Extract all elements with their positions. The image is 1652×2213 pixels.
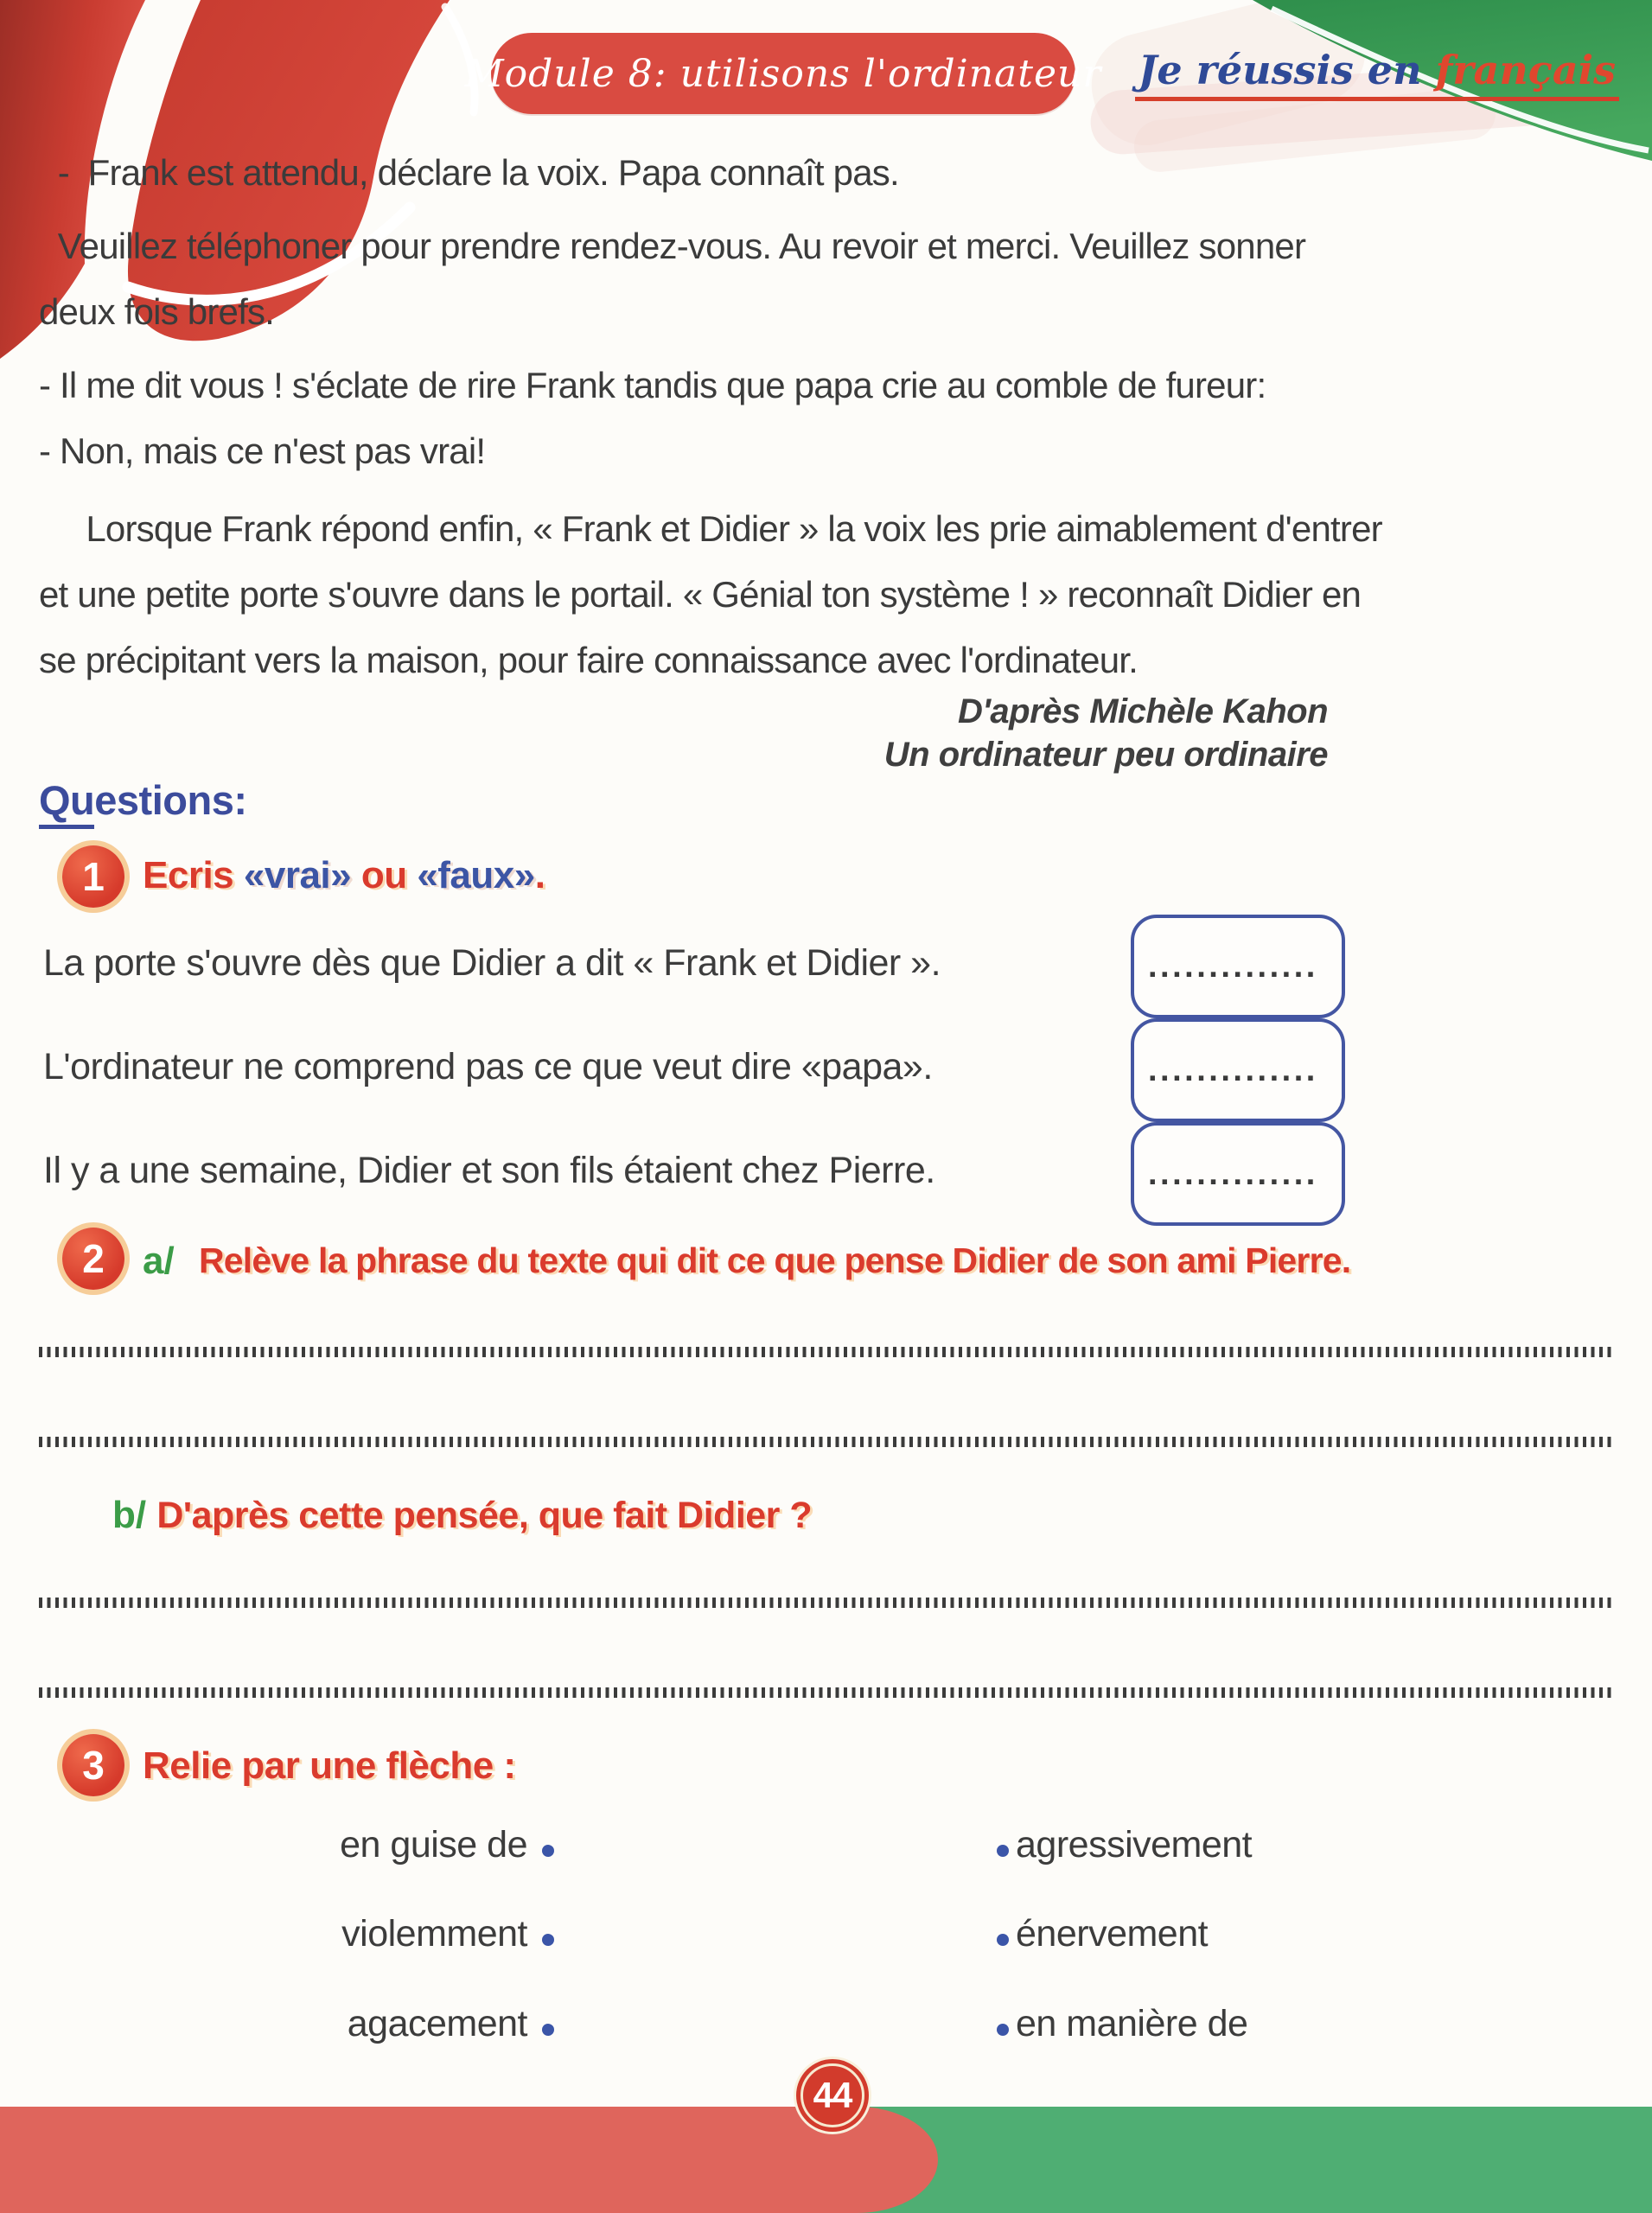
bullet-icon[interactable] <box>997 2024 1009 2036</box>
questions-heading-underlined: Qu <box>39 777 94 829</box>
passage-line: - Frank est attendu, déclare la voix. Papa connaît pas. <box>39 152 899 193</box>
answer-line[interactable] <box>39 1598 1613 1608</box>
answer-line[interactable] <box>39 1347 1613 1357</box>
module-title: Module 8: utilisons l'ordinateur <box>464 51 1102 96</box>
bullet-icon[interactable] <box>542 1845 554 1857</box>
questions-heading <box>39 776 246 824</box>
question-2b-label: b/ <box>112 1494 157 1536</box>
passage-line: - Non, mais ce n'est pas vrai! <box>39 430 486 471</box>
question-2a-label: a/ <box>143 1240 175 1282</box>
q1-title-part: «faux» <box>417 854 535 896</box>
brand-text-blue: Je réussis en <box>1138 47 1436 93</box>
match-row <box>39 2003 1613 2055</box>
match-left-item[interactable]: en guise de <box>340 1824 527 1865</box>
footer-band-red <box>0 2107 938 2213</box>
passage-line: deux fois brefs. <box>39 291 275 332</box>
question-2b <box>112 1494 812 1537</box>
match-row <box>39 1824 1613 1876</box>
page-number-badge <box>796 2059 869 2132</box>
q1-title-part: «vrai» <box>243 854 352 896</box>
bullet-icon[interactable] <box>997 1934 1009 1946</box>
module-banner <box>464 33 1102 114</box>
question-2a-text: Relève la phrase du texte qui dit ce que pense Didier de son ami Pierre. <box>199 1240 1351 1280</box>
reading-passage <box>39 140 1635 693</box>
passage-line: et une petite porte s'ouvre dans le portail. « Génial ton système ! » reconnaît Didier en <box>39 574 1362 615</box>
brand-logo <box>1135 47 1619 101</box>
q1-title-part: . <box>534 854 545 896</box>
true-false-row <box>43 1018 1613 1115</box>
brand-text-red: français <box>1435 47 1616 93</box>
question-3-title: Relie par une flèche : <box>143 1744 516 1787</box>
question-2 <box>39 1221 1613 1727</box>
match-right-item[interactable]: agressivement <box>1016 1824 1253 1865</box>
statement-text: Il y a une semaine, Didier et son fils étaient chez Pierre. <box>43 1149 935 1191</box>
answer-box[interactable] <box>1131 1018 1345 1122</box>
match-right-item[interactable]: en manière de <box>1016 2003 1248 2044</box>
question-1-number-badge: 1 <box>62 845 124 908</box>
true-false-row <box>43 915 1613 1011</box>
attribution-work: Un ordinateur peu ordinaire <box>883 736 1328 774</box>
statement-text: La porte s'ouvre dès que Didier a dit « Frank et Didier ». <box>43 941 941 984</box>
attribution <box>884 690 1328 776</box>
q1-title-part: Ecris <box>143 854 244 896</box>
bullet-icon[interactable] <box>997 1845 1009 1857</box>
answer-dots: .............. <box>1148 1156 1318 1192</box>
passage-line: se précipitant vers la maison, pour faire connaissance avec l'ordinateur. <box>39 640 1138 680</box>
attribution-author: D'après Michèle Kahon <box>957 692 1328 730</box>
question-3 <box>39 1727 1613 2056</box>
answer-box[interactable] <box>1131 1122 1345 1226</box>
match-left-item[interactable]: agacement <box>347 2003 527 2044</box>
answer-line[interactable] <box>39 1687 1613 1698</box>
passage-line: Veuillez téléphoner pour prendre rendez-vous. Au revoir et merci. Veuillez sonner <box>39 226 1306 266</box>
page-number: 44 <box>813 2075 852 2115</box>
question-3-number-badge: 3 <box>62 1734 124 1796</box>
answer-dots: .............. <box>1148 948 1318 985</box>
true-false-row <box>43 1122 1613 1219</box>
passage-line: - Il me dit vous ! s'éclate de rire Frank tandis que papa crie au comble de fureur: <box>39 365 1266 405</box>
passage-line: Lorsque Frank répond enfin, « Frank et Didier » la voix les prie aimablement d'entrer <box>39 508 1382 549</box>
bullet-icon[interactable] <box>542 2024 554 2036</box>
match-right-item[interactable]: énervement <box>1016 1913 1209 1955</box>
match-left-item[interactable]: violemment <box>341 1913 527 1955</box>
question-1-title <box>143 854 545 897</box>
bullet-icon[interactable] <box>542 1934 554 1946</box>
questions-heading-rest: estions: <box>94 777 247 823</box>
answer-line[interactable] <box>39 1437 1613 1447</box>
answer-box[interactable] <box>1131 915 1345 1018</box>
question-1 <box>39 837 1613 1221</box>
statement-text: L'ordinateur ne comprend pas ce que veut dire «papa». <box>43 1045 933 1087</box>
match-row <box>39 1913 1613 1965</box>
question-2-number-badge: 2 <box>62 1228 124 1290</box>
q1-title-part: ou <box>351 854 418 896</box>
answer-dots: .............. <box>1148 1052 1318 1088</box>
question-2b-text: D'après cette pensée, que fait Didier ? <box>156 1495 813 1536</box>
